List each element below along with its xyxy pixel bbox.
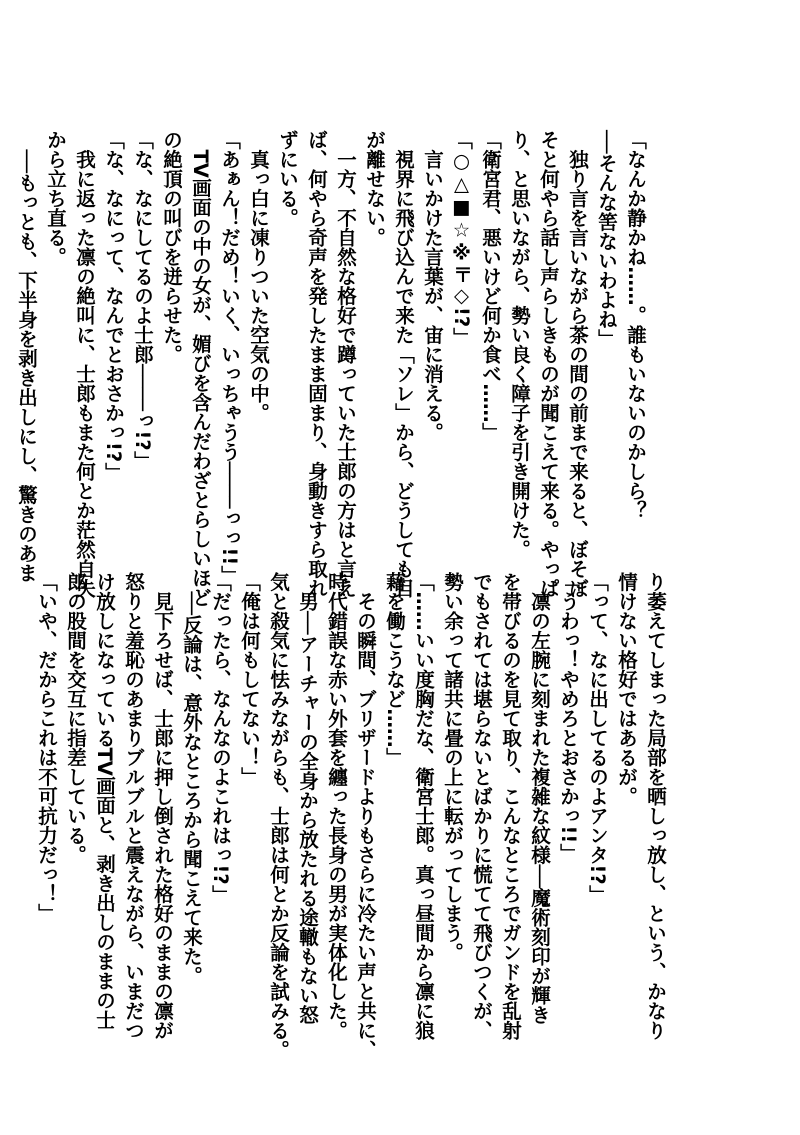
lower-text-line: 「……いい度胸だな、衛宮士郎。真っ昼間から凛に狼: [412, 572, 435, 1040]
upper-text-line: の絶頂の叫びを迸らせた。: [160, 130, 183, 364]
upper-text-line: が離せない。: [363, 130, 386, 247]
upper-text-line: 「なんか静かね……。誰もいないのかしら？: [624, 130, 647, 520]
upper-text-line: 「衛宮君、悪いけど何か食べ……」: [479, 130, 502, 442]
lower-text-line: 怒りと羞恥のあまりブルブルと震えながら、いまだつ: [122, 572, 145, 1040]
upper-text-line: 視界に飛び込んで来た「ソレ」から、どうしても目: [392, 130, 415, 598]
lower-text-line: 勢い余って諸共に畳の上に転がってしまう。: [441, 572, 464, 962]
lower-text-line: り萎えてしまった局部を晒しっ放し、という、かなり: [644, 572, 667, 1040]
upper-text-line: そと何やら話し声らしきものが聞こえて来る。やっぱ: [537, 130, 560, 598]
upper-text-line: ずにいる。: [276, 130, 299, 228]
lower-text-line: 凛の左腕に刻まれた複雑な紋様──魔術刻印が輝き: [528, 572, 551, 1025]
upper-text-line: ば、何やら奇声を発したまま固まり、身動きすら取れ: [305, 130, 328, 598]
upper-text-line: から立ち直る。: [44, 130, 67, 267]
lower-text-line: でもされては堪らないとばかりに慌てて飛びつくが、: [470, 572, 493, 1040]
lower-text-line: 「俺は何もしてない！」: [238, 572, 261, 787]
upper-text-line: 我に返った凛の絶叫に、士郎もまた何とか茫然自失: [73, 130, 96, 598]
lower-text-line: 「だったら、なんなのよこれはっ!?」: [209, 572, 232, 905]
lower-text-line: け放しになっているTV画面と、剥き出しのままの士: [93, 572, 116, 1030]
lower-text-line: 「いや、だからこれは不可抗力だっ！」: [35, 572, 58, 923]
upper-text-line: 独り言を言いながら茶の間の前まで来ると、ぼそぼ: [566, 130, 589, 598]
lower-text-block: [35, 572, 670, 1060]
lower-text-line: を帯びるのを見て取り、こんなところでガンドを乱射: [499, 572, 522, 1040]
lower-text-line: 郎の股間を交互に指差している。: [64, 572, 87, 865]
upper-text-line: 一方、不自然な格好で蹲っていた士郎の方はと言え: [334, 130, 357, 598]
lower-text-line: 気と殺気に怯みながらも、士郎は何とか反論を試みる。: [267, 572, 290, 1060]
lower-text-line: 「うわっ！やめろとおさかっ!!」: [557, 572, 580, 863]
upper-text-line: TV画面の中の女が、媚びを含んだわざとらしいほど: [189, 130, 212, 607]
upper-text-line: ──もっとも、下半身を剥き出しにし、驚きのあま: [15, 130, 38, 583]
upper-text-block: [15, 130, 650, 607]
lower-text-line: 時代錯誤な赤い外套を纏った長身の男が実体化した。: [325, 572, 348, 1040]
upper-text-line: 「な、なにしてるのよ士郎────っ!?」: [131, 130, 154, 471]
lower-text-line: 「って、なに出してるのよアンタ!?」: [586, 572, 609, 905]
upper-text-line: ──そんな筈ないわよね」: [595, 130, 618, 349]
lower-text-line: 情けない格好ではあるが。: [615, 572, 638, 806]
lower-text-line: 見下ろせば、士郎に押し倒された格好のままの凛が: [151, 572, 174, 1040]
upper-text-line: 真っ白に凍りついた空気の中。: [247, 130, 270, 423]
upper-text-line: り、と思いながら、勢い良く障子を引き開けた。: [508, 130, 531, 559]
lower-text-line: ──反論は、意外なところから聞こえて来た。: [180, 572, 203, 986]
upper-text-line: 言いかけた言葉が、宙に消える。: [421, 130, 444, 442]
upper-text-line: 「あぁん！だめ！いく、いっちゃうう────っっ!!」: [218, 130, 241, 585]
lower-text-line: 藉を働こうなど……」: [383, 572, 406, 767]
upper-text-line: 「○△■☆※〒◇!?」: [450, 130, 473, 347]
lower-text-line: 男──アーチャーの全身から放たれる途轍もない怒: [296, 572, 319, 1025]
upper-text-line: 「な、なにって、なんでとおさかっ!?」: [102, 130, 125, 482]
lower-text-line: その瞬間、ブリザードよりもさらに冷たい声と共に、: [354, 572, 377, 1060]
